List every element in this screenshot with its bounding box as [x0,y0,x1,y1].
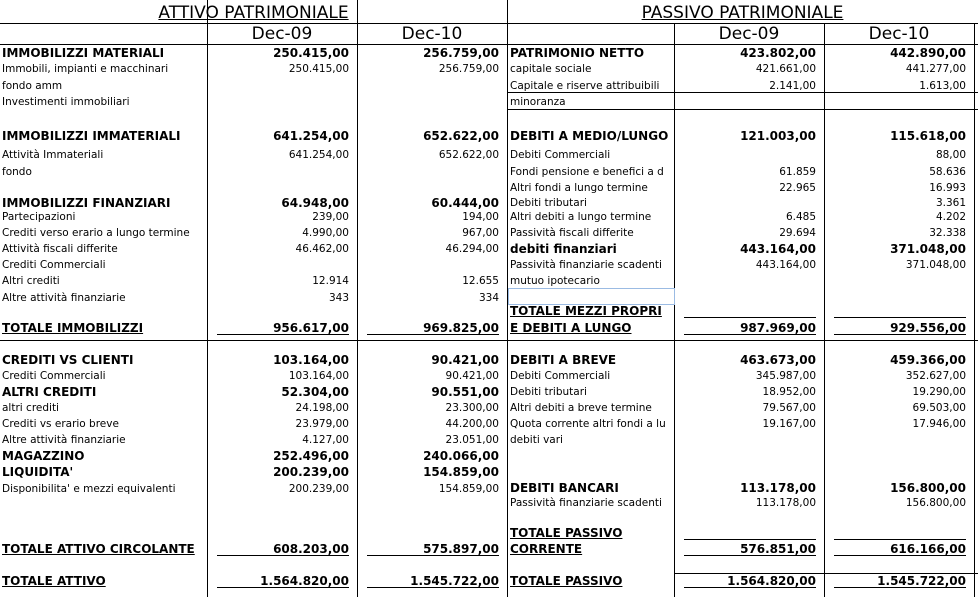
row-label[interactable]: Passività fiscali differite [510,227,634,239]
row-label[interactable]: debiti finanziari [510,242,617,256]
value-cell-dec09[interactable]: 1.564.820,00 [217,574,349,588]
row-label[interactable]: Altre attività finanziarie [2,292,126,304]
value-cell-dec10[interactable]: 1.545.722,00 [834,574,966,588]
value-cell-dec10[interactable]: 334 [478,292,499,304]
value-cell-dec10[interactable]: 371.048,00 [890,242,966,256]
value-cell-dec09[interactable]: 343 [328,292,349,304]
value-cell-dec10[interactable]: 459.366,00 [890,353,966,367]
value-cell-dec09[interactable]: 23.979,00 [295,418,349,430]
value-cell-dec10[interactable]: 154.859,00 [423,465,499,479]
value-cell-dec10[interactable]: 652.622,00 [438,149,499,161]
grid-line [0,340,978,341]
row-label[interactable]: Disponibilita' e mezzi equivalenti [2,483,176,495]
value-cell-dec10[interactable]: 371.048,00 [905,259,966,271]
value-cell-dec09[interactable]: 345.987,00 [755,370,816,382]
value-cell-dec09[interactable]: 641.254,00 [273,129,349,143]
value-cell-dec10[interactable]: 256.759,00 [423,46,499,60]
row-label[interactable]: CORRENTE [510,542,583,556]
row-label[interactable]: Partecipazioni [2,211,76,223]
value-cell-dec09[interactable] [684,526,816,540]
value-cell-dec10[interactable]: 60.444,00 [431,196,499,210]
year-header: Dec-10 [401,24,463,44]
value-cell-dec09[interactable]: 64.948,00 [281,196,349,210]
value-cell-dec10[interactable]: 156.800,00 [890,481,966,495]
value-cell-dec09[interactable]: 423.802,00 [740,46,816,60]
value-cell-dec10[interactable] [834,304,966,318]
value-cell-dec10[interactable]: 256.759,00 [438,63,499,75]
value-cell-dec10[interactable]: 90.421,00 [431,353,499,367]
value-cell-dec09[interactable]: 239,00 [312,211,349,223]
value-cell-dec10[interactable]: 352.627,00 [905,370,966,382]
value-cell-dec09[interactable]: 4.990,00 [302,227,349,239]
value-cell-dec10[interactable] [834,526,966,540]
value-cell-dec10[interactable]: 441.277,00 [905,63,966,75]
value-cell-dec10[interactable]: 969.825,00 [367,321,499,335]
row-label[interactable]: LIQUIDITA' [2,465,74,479]
value-cell-dec09[interactable]: 61.859 [779,166,816,178]
value-cell-dec09[interactable]: 463.673,00 [740,353,816,367]
value-cell-dec09[interactable]: 250.415,00 [273,46,349,60]
value-cell-dec10[interactable]: 90.551,00 [431,385,499,399]
row-label[interactable]: Crediti vs erario breve [2,418,119,430]
value-cell-dec10[interactable]: 23.300,00 [445,402,499,414]
row-label[interactable]: IMMOBILIZZI IMMATERIALI [2,129,181,143]
value-cell-dec10[interactable]: 3.361 [935,197,966,209]
row-label[interactable]: Altri crediti [2,275,60,287]
value-cell-dec09[interactable]: 252.496,00 [273,449,349,463]
row-label[interactable]: Altre attività finanziarie [2,434,126,446]
row-label[interactable]: Altri fondi a lungo termine [510,182,648,194]
value-cell-dec10[interactable]: 652.622,00 [423,129,499,143]
row-label[interactable]: Debiti Commerciali [510,370,611,382]
value-cell-dec10[interactable]: 967,00 [462,227,499,239]
row-label[interactable]: fondo [2,166,32,178]
row-label[interactable]: Debiti Commerciali [510,149,611,161]
value-cell-dec10[interactable]: 240.066,00 [423,449,499,463]
value-cell-dec09[interactable]: 250.415,00 [288,63,349,75]
row-label[interactable]: IMMOBILIZZI FINANZIARI [2,196,171,210]
value-cell-dec09[interactable]: 200.239,00 [273,465,349,479]
row-label[interactable]: DEBITI A MEDIO/LUNGO [510,129,669,143]
row-label[interactable]: Fondi pensione e benefici a d [510,166,664,178]
value-cell-dec09[interactable]: 113.178,00 [755,497,816,509]
row-label[interactable]: Debiti tributari [510,197,587,209]
row-label[interactable]: DEBITI A BREVE [510,353,617,367]
value-cell-dec09[interactable]: 200.239,00 [288,483,349,495]
value-cell-dec10[interactable]: 115.618,00 [890,129,966,143]
value-cell-dec09[interactable]: 608.203,00 [217,542,349,556]
row-label[interactable]: Crediti Commerciali [2,370,106,382]
value-cell-dec09[interactable]: 103.164,00 [288,370,349,382]
attivo-header: ATTIVO PATRIMONIALE [158,3,349,23]
row-label[interactable]: Crediti verso erario a lungo termine [2,227,190,239]
value-cell-dec10[interactable]: 4.202 [935,211,966,223]
row-label[interactable]: E DEBITI A LUNGO [510,321,632,335]
year-header: Dec-09 [251,24,313,44]
row-label[interactable]: mutuo ipotecario [510,275,600,287]
row-label[interactable]: debiti vari [510,434,563,446]
value-cell-dec10[interactable]: 17.946,00 [912,418,966,430]
row-label[interactable]: TOTALE PASSIVO [510,574,623,588]
value-cell-dec09[interactable]: 46.462,00 [295,243,349,255]
passivo-header: PASSIVO PATRIMONIALE [641,3,844,23]
grid-line [357,0,358,597]
value-cell-dec10[interactable]: 16.993 [929,182,966,194]
row-label[interactable]: fondo amm [2,80,63,92]
value-cell-dec09[interactable]: 79.567,00 [762,402,816,414]
value-cell-dec10[interactable]: 90.421,00 [445,370,499,382]
value-cell-dec10[interactable]: 616.166,00 [834,542,966,556]
value-cell-dec10[interactable]: 23.051,00 [445,434,499,446]
value-cell-dec09[interactable]: 113.178,00 [740,481,816,495]
value-cell-dec10[interactable]: 575.897,00 [367,542,499,556]
value-cell-dec09[interactable]: 576.851,00 [684,542,816,556]
row-label[interactable]: ALTRI CREDITI [2,385,97,399]
value-cell-dec10[interactable]: 88,00 [935,149,966,161]
value-cell-dec09[interactable]: 52.304,00 [281,385,349,399]
value-cell-dec09[interactable]: 29.694 [779,227,816,239]
row-label[interactable]: Altri debiti a breve termine [510,402,652,414]
value-cell-dec10[interactable]: 1.545.722,00 [367,574,499,588]
row-label[interactable]: IMMOBILIZZI MATERIALI [2,46,165,60]
value-cell-dec10[interactable]: 1.613,00 [919,80,966,92]
value-cell-dec09[interactable]: 19.167,00 [762,418,816,430]
row-label[interactable]: MAGAZZINO [2,449,85,463]
row-label[interactable]: Quota corrente altri fondi a lu [510,418,666,430]
value-cell-dec10[interactable]: 929.556,00 [834,321,966,335]
value-cell-dec09[interactable]: 18.952,00 [762,386,816,398]
year-header: Dec-10 [868,24,930,44]
row-label[interactable]: Investimenti immobiliari [2,96,130,108]
row-label[interactable]: PATRIMONIO NETTO [510,46,645,60]
row-label[interactable]: TOTALE IMMOBILIZZI [2,321,144,335]
row-label[interactable]: Crediti Commerciali [2,259,106,271]
row-label[interactable]: TOTALE PASSIVO [510,526,623,540]
value-cell-dec10[interactable]: 156.800,00 [905,497,966,509]
value-cell-dec09[interactable]: 4.127,00 [302,434,349,446]
row-label[interactable]: TOTALE MEZZI PROPRI [510,304,662,318]
row-label[interactable]: Altri debiti a lungo termine [510,211,652,223]
row-label[interactable]: Attività fiscali differite [2,243,118,255]
value-cell-dec09[interactable]: 421.661,00 [755,63,816,75]
value-cell-dec09[interactable]: 2.141,00 [769,80,816,92]
value-cell-dec10[interactable]: 154.859,00 [438,483,499,495]
value-cell-dec09[interactable]: 121.003,00 [740,129,816,143]
row-label[interactable]: capitale sociale [510,63,592,75]
value-cell-dec09[interactable]: 443.164,00 [755,259,816,271]
value-cell-dec09[interactable]: 24.198,00 [295,402,349,414]
row-label[interactable]: altri crediti [2,402,59,414]
value-cell-dec10[interactable]: 442.890,00 [890,46,966,60]
value-cell-dec10[interactable]: 69.503,00 [912,402,966,414]
value-cell-dec10[interactable]: 12.655 [462,275,499,287]
row-label[interactable]: minoranza [510,96,566,108]
row-label[interactable]: Immobili, impianti e macchinari [2,63,169,75]
value-cell-dec09[interactable]: 12.914 [312,275,349,287]
row-label[interactable]: Capitale e riserve attribuibili [510,80,660,92]
value-cell-dec10[interactable]: 44.200,00 [445,418,499,430]
value-cell-dec09[interactable]: 103.164,00 [273,353,349,367]
value-cell-dec10[interactable]: 194,00 [462,211,499,223]
value-cell-dec09[interactable]: 956.617,00 [217,321,349,335]
grid-line [207,0,208,597]
year-header: Dec-09 [718,24,780,44]
row-label[interactable]: CREDITI VS CLIENTI [2,353,134,367]
value-cell-dec09[interactable]: 641.254,00 [288,149,349,161]
row-label[interactable]: Passività finanziarie scadenti [510,497,662,509]
value-cell-dec09[interactable]: 443.164,00 [740,242,816,256]
value-cell-dec10[interactable]: 58.636 [929,166,966,178]
grid-line [507,109,978,110]
value-cell-dec09[interactable]: 6.485 [785,211,816,223]
value-cell-dec10[interactable]: 19.290,00 [912,386,966,398]
row-label[interactable]: Attività Immateriali [2,149,104,161]
value-cell-dec09[interactable]: 22.965 [779,182,816,194]
row-label[interactable]: Debiti tributari [510,386,587,398]
value-cell-dec09[interactable]: 1.564.820,00 [684,574,816,588]
row-label[interactable]: DEBITI BANCARI [510,481,619,495]
value-cell-dec09[interactable] [684,304,816,318]
row-label[interactable]: TOTALE ATTIVO [2,574,106,588]
row-label[interactable]: TOTALE ATTIVO CIRCOLANTE [2,542,195,556]
row-label[interactable]: Passività finanziarie scadenti [510,259,662,271]
value-cell-dec09[interactable]: 987.969,00 [684,321,816,335]
selected-cell[interactable] [508,288,675,305]
value-cell-dec10[interactable]: 32.338 [929,227,966,239]
value-cell-dec10[interactable]: 46.294,00 [445,243,499,255]
